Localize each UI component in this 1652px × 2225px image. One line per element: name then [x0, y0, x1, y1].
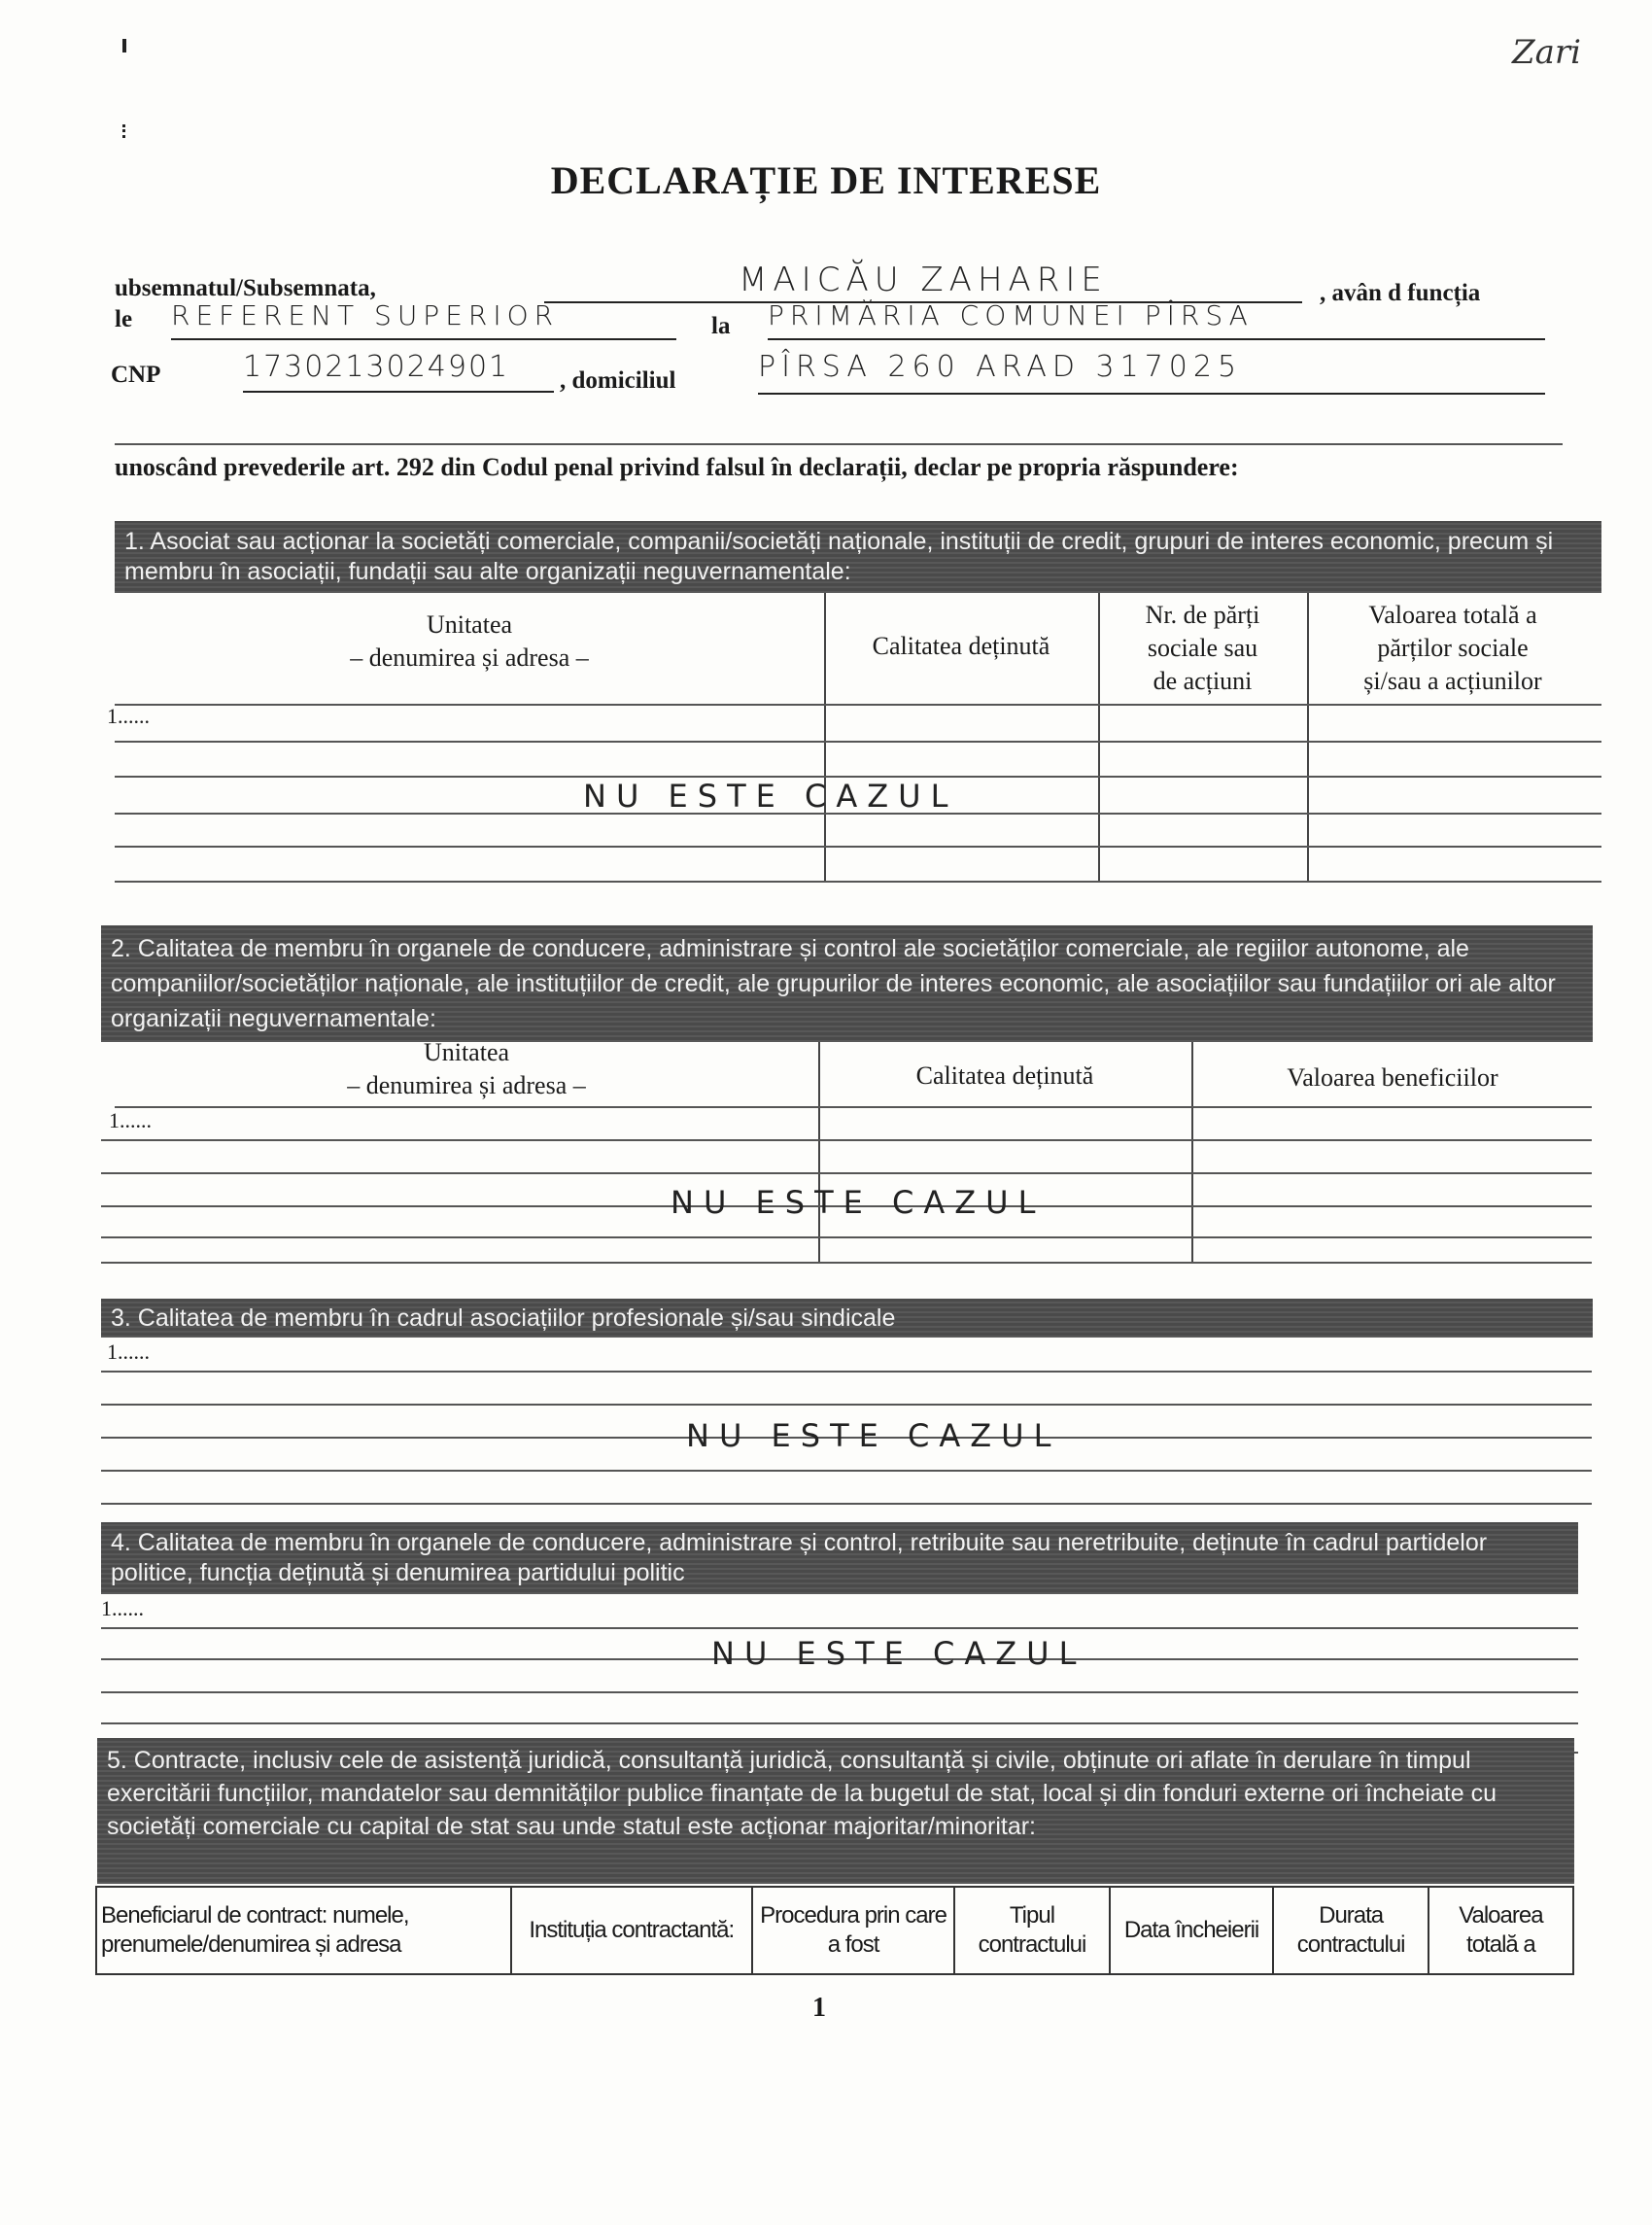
s4-row-line — [101, 1627, 1578, 1629]
s3-row-line — [101, 1503, 1592, 1505]
s1-row-number: 1...... — [107, 704, 150, 728]
s2-col-calitatea: Calitatea deținută — [915, 1061, 1094, 1090]
name-field[interactable]: MAICĂU ZAHARIE — [544, 261, 1302, 303]
col-durata: Durata contractului — [1273, 1887, 1428, 1974]
s3-row-line — [101, 1404, 1592, 1406]
domiciliul-label: , domiciliul — [560, 367, 676, 394]
avand-functia-label: , avân d funcția — [1320, 280, 1481, 306]
cnp-label: CNP — [111, 362, 161, 388]
address-continuation-line — [115, 443, 1563, 445]
section-5-heading: 5. Contracte, inclusiv cele de asistență juridică, consultanță juridică, consultanță și civile, obținute ori aflate în derulare în timpul exercitării funcțiilor, mandatelor sau demnităților publice finanțate de la bugetul de stat, local și din fonduri externe ori încheiate cu societăți comerciale cu capital de stat sau unde statul este acționar majoritar/minoritar: — [97, 1738, 1574, 1884]
institution-field[interactable]: PRIMĂRIA COMUNEI PÎRSA — [768, 299, 1545, 340]
binder-mark — [122, 39, 126, 52]
col-tipul: Tipul contractului — [954, 1887, 1109, 1974]
contracts-table — [95, 1886, 1574, 1975]
contracts-header-row — [96, 1887, 1573, 1974]
col-data: Data încheierii — [1110, 1887, 1274, 1974]
la-label: la — [711, 313, 731, 339]
s2-row-line — [101, 1236, 1592, 1238]
page-number: 1 — [812, 1993, 826, 2023]
section-1-heading: 1. Asociat sau acționar la societăți comerciale, companii/societăți naționale, instituții de credit, grupuri de interes economic, precum și membru în asociații, fundații sau alte organizații neguvernamentale: — [115, 521, 1601, 593]
col-beneficiar: Beneficiarul de contract: numele, prenumele/denumirea și adresa — [96, 1887, 511, 1974]
s2-entry: NU ESTE CAZUL — [671, 1184, 1046, 1221]
page-title: DECLARAȚIE DE INTERESE — [550, 158, 1102, 202]
cnp-field[interactable]: 1730213024901 — [243, 350, 554, 393]
s3-row-number: 1...... — [107, 1339, 150, 1364]
col-valoarea: Valoarea totală a — [1428, 1887, 1573, 1974]
s3-entry: NU ESTE CAZUL — [686, 1417, 1061, 1454]
s1-header-line — [115, 704, 1601, 706]
s1-col-unitatea: Unitatea – denumirea și adresa – — [350, 610, 589, 672]
col-procedura: Procedura prin care a fost — [752, 1887, 954, 1974]
address-field[interactable]: PÎRSA 260 ARAD 317025 — [758, 350, 1545, 395]
s4-entry: NU ESTE CAZUL — [711, 1635, 1086, 1672]
corner-initials: Zari — [1512, 33, 1582, 72]
function-label: le — [115, 306, 133, 332]
s3-row-line — [101, 1371, 1592, 1373]
s1-row-line — [115, 881, 1601, 883]
section-3-heading: 3. Calitatea de membru în cadrul asociațiilor profesionale și/sau sindicale — [101, 1299, 1593, 1338]
s2-header-line — [115, 1106, 1592, 1108]
s2-row-line — [101, 1139, 1592, 1141]
subsemnatul-label: ubsemnatul/Subsemnata, — [115, 275, 376, 301]
binder-mark — [122, 124, 131, 138]
section-4-heading: 4. Calitatea de membru în organele de conducere, administrare și control, retribuite sau neretribuite, deținute în cadrul partidelor politice, funcția deținută și denumirea partidului politic — [101, 1522, 1578, 1594]
s1-row-line — [115, 741, 1601, 743]
s1-col-nr-parti: Nr. de părți sociale sau de acțiuni — [1145, 601, 1260, 695]
s1-row-line — [115, 846, 1601, 848]
s2-row-number: 1...... — [109, 1108, 152, 1132]
s4-row-line — [101, 1691, 1578, 1693]
s1-col-valoarea: Valoarea totală a părților sociale și/sau a acțiunilor — [1363, 601, 1542, 695]
s2-col-unitatea: Unitatea – denumirea și adresa – — [347, 1038, 586, 1099]
s1-col-calitatea: Calitatea deținută — [872, 632, 1050, 660]
function-field[interactable]: REFERENT SUPERIOR — [171, 299, 676, 340]
section-2-heading: 2. Calitatea de membru în organele de conducere, administrare și control ale societăților comerciale, ale regiilor autonome, ale companiilor/societăților naționale, ale instituțiilor de credit, ale grupurilor de interes economic, ale asociațiilor sau fundațiilor ori ale altor organizații neguvernamentale: — [101, 925, 1593, 1042]
s2-row-line — [101, 1262, 1592, 1264]
s4-row-number: 1...... — [101, 1596, 144, 1620]
s1-entry: NU ESTE CAZUL — [583, 778, 958, 815]
s3-row-line — [101, 1470, 1592, 1472]
s4-row-line — [101, 1722, 1578, 1724]
col-institutia: Instituția contractantă: — [511, 1887, 752, 1974]
declaration-text: unoscând prevederile art. 292 din Codul penal privind falsul în declarații, declar pe propria răspundere: — [115, 453, 1239, 481]
s2-col-valoarea: Valoarea beneficiilor — [1287, 1063, 1498, 1092]
s2-row-line — [101, 1172, 1592, 1174]
